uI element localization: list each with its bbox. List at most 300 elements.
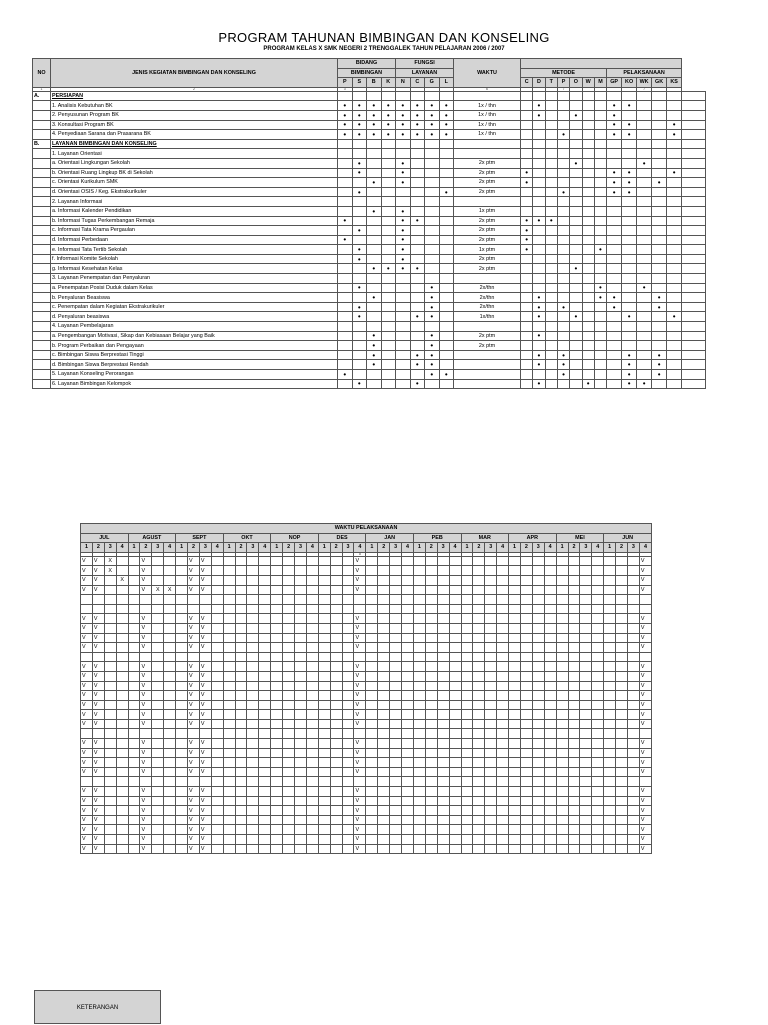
- row-waktu: 2x ptm: [454, 254, 521, 264]
- row-no: [33, 341, 51, 351]
- schedule-cell: [509, 566, 521, 576]
- mark-cell: [352, 206, 367, 216]
- schedule-cell: [413, 806, 425, 816]
- schedule-cell: [176, 835, 188, 845]
- schedule-cell: [378, 777, 390, 787]
- schedule-cell: [223, 748, 235, 758]
- schedule-cell: V: [199, 787, 211, 797]
- schedule-cell: [604, 748, 616, 758]
- schedule-cell: [604, 623, 616, 633]
- schedule-cell: [223, 815, 235, 825]
- schedule-cell: [568, 835, 580, 845]
- schedule-cell: [604, 815, 616, 825]
- mark-cell: •: [594, 245, 606, 255]
- schedule-cell: [104, 844, 116, 854]
- schedule-cell: [639, 595, 651, 605]
- schedule-cell: [616, 739, 628, 749]
- schedule-cell: [627, 806, 639, 816]
- week-header: 4: [402, 543, 414, 553]
- mark-cell: [607, 264, 622, 274]
- schedule-cell: [627, 691, 639, 701]
- schedule-cell: [461, 652, 473, 662]
- row-label: c. Orientasi Kurikulum SMK: [51, 178, 338, 188]
- mark-cell: [533, 187, 545, 197]
- schedule-cell: [461, 575, 473, 585]
- schedule-cell: [128, 767, 140, 777]
- schedule-cell: [544, 767, 556, 777]
- mark-cell: •: [521, 245, 533, 255]
- schedule-cell: [568, 691, 580, 701]
- schedule-cell: [556, 671, 568, 681]
- schedule-cell: [306, 691, 318, 701]
- mark-cell: [425, 379, 440, 389]
- schedule-cell: [306, 671, 318, 681]
- schedule-cell: [342, 758, 354, 768]
- schedule-cell: [544, 787, 556, 797]
- schedule-cell: [413, 662, 425, 672]
- schedule-row: [81, 623, 652, 633]
- schedule-cell: [247, 691, 259, 701]
- schedule-cell: [116, 796, 128, 806]
- schedule-table: [80, 523, 652, 854]
- mark-cell: [667, 101, 682, 111]
- schedule-cell: [449, 777, 461, 787]
- schedule-cell: [580, 614, 592, 624]
- mark-cell: [682, 235, 706, 245]
- schedule-cell: [235, 806, 247, 816]
- keterangan-box: KETERANGAN: [34, 990, 161, 1024]
- mark-cell: [637, 293, 652, 303]
- week-header: 4: [497, 543, 509, 553]
- schedule-cell: [128, 729, 140, 739]
- mark-cell: [425, 206, 440, 216]
- schedule-cell: V: [81, 748, 93, 758]
- schedule-cell: [604, 662, 616, 672]
- schedule-cell: [544, 681, 556, 691]
- schedule-cell: [592, 729, 604, 739]
- schedule-cell: [295, 758, 307, 768]
- mark-cell: [533, 206, 545, 216]
- mark-cell: [545, 331, 557, 341]
- schedule-cell: [116, 806, 128, 816]
- schedule-cell: [116, 585, 128, 595]
- schedule-cell: [116, 777, 128, 787]
- schedule-cell: [330, 595, 342, 605]
- schedule-cell: [425, 633, 437, 643]
- mark-cell: [381, 302, 396, 312]
- schedule-cell: [497, 748, 509, 758]
- mark-cell: [521, 283, 533, 293]
- schedule-cell: [461, 844, 473, 854]
- mark-cell: [352, 331, 367, 341]
- schedule-cell: [580, 643, 592, 653]
- schedule-cell: [568, 662, 580, 672]
- schedule-cell: [592, 758, 604, 768]
- schedule-cell: [425, 671, 437, 681]
- schedule-cell: V: [81, 710, 93, 720]
- schedule-cell: [449, 652, 461, 662]
- schedule-cell: [473, 739, 485, 749]
- row-no: [33, 350, 51, 360]
- mark-cell: [396, 187, 411, 197]
- schedule-cell: V: [188, 825, 200, 835]
- mark-cell: [545, 379, 557, 389]
- schedule-cell: [402, 796, 414, 806]
- schedule-cell: [461, 758, 473, 768]
- mark-cell: [557, 197, 569, 207]
- schedule-cell: [425, 604, 437, 614]
- schedule-cell: V: [92, 691, 104, 701]
- schedule-cell: [568, 575, 580, 585]
- mark-cell: [622, 235, 637, 245]
- mark-cell: •: [352, 168, 367, 178]
- mark-cell: [570, 360, 582, 370]
- mark-cell: •: [352, 110, 367, 120]
- schedule-cell: [235, 585, 247, 595]
- schedule-cell: [425, 835, 437, 845]
- schedule-cell: [247, 739, 259, 749]
- schedule-cell: [330, 767, 342, 777]
- schedule-cell: [580, 710, 592, 720]
- mark-cell: •: [338, 110, 353, 120]
- program-row: [33, 379, 706, 389]
- row-label: a. Informasi Kalender Pendidikan: [51, 206, 338, 216]
- schedule-cell: [461, 739, 473, 749]
- schedule-cell: [509, 835, 521, 845]
- mark-cell: [533, 254, 545, 264]
- schedule-cell: [104, 815, 116, 825]
- mark-cell: [439, 360, 454, 370]
- schedule-cell: [378, 825, 390, 835]
- schedule-cell: [532, 835, 544, 845]
- program-row: [33, 302, 706, 312]
- schedule-cell: [402, 691, 414, 701]
- program-row: [33, 168, 706, 178]
- schedule-cell: [485, 614, 497, 624]
- schedule-cell: [164, 575, 176, 585]
- schedule-cell: [164, 758, 176, 768]
- schedule-cell: [378, 585, 390, 595]
- mark-cell: [607, 312, 622, 322]
- schedule-cell: [461, 604, 473, 614]
- schedule-cell: [568, 633, 580, 643]
- mark-cell: [682, 322, 706, 332]
- schedule-cell: [437, 566, 449, 576]
- schedule-cell: [604, 758, 616, 768]
- schedule-cell: V: [140, 719, 152, 729]
- program-row: [33, 130, 706, 140]
- schedule-cell: [306, 729, 318, 739]
- schedule-cell: [211, 566, 223, 576]
- schedule-cell: [402, 729, 414, 739]
- schedule-cell: [437, 614, 449, 624]
- mark-cell: [667, 91, 682, 101]
- schedule-cell: [556, 825, 568, 835]
- mark-cell: •: [425, 331, 440, 341]
- schedule-cell: [520, 739, 532, 749]
- schedule-cell: [556, 623, 568, 633]
- schedule-cell: [485, 815, 497, 825]
- schedule-cell: [211, 652, 223, 662]
- mark-cell: [594, 206, 606, 216]
- schedule-cell: [568, 681, 580, 691]
- mark-cell: [410, 187, 425, 197]
- schedule-cell: [592, 662, 604, 672]
- schedule-cell: [568, 671, 580, 681]
- mark-cell: [637, 264, 652, 274]
- mark-cell: [545, 370, 557, 380]
- schedule-cell: [425, 595, 437, 605]
- schedule-cell: [592, 652, 604, 662]
- schedule-cell: [437, 633, 449, 643]
- schedule-cell: [449, 595, 461, 605]
- schedule-cell: [437, 710, 449, 720]
- schedule-cell: [378, 662, 390, 672]
- schedule-cell: [532, 719, 544, 729]
- schedule-cell: [223, 614, 235, 624]
- mark-cell: [607, 226, 622, 236]
- schedule-cell: [235, 739, 247, 749]
- schedule-cell: [354, 652, 366, 662]
- schedule-cell: [461, 710, 473, 720]
- mark-cell: •: [622, 120, 637, 130]
- schedule-cell: [556, 796, 568, 806]
- mark-cell: [338, 168, 353, 178]
- mark-cell: [594, 235, 606, 245]
- schedule-cell: [176, 739, 188, 749]
- schedule-cell: [318, 595, 330, 605]
- schedule-cell: [128, 652, 140, 662]
- mark-cell: [652, 245, 667, 255]
- schedule-cell: V: [188, 662, 200, 672]
- schedule-cell: [402, 643, 414, 653]
- schedule-cell: [485, 681, 497, 691]
- row-no: [33, 158, 51, 168]
- schedule-cell: [425, 556, 437, 566]
- schedule-cell: [378, 671, 390, 681]
- mark-cell: •: [570, 312, 582, 322]
- mark-cell: [557, 322, 569, 332]
- schedule-cell: [342, 623, 354, 633]
- mark-cell: [582, 91, 594, 101]
- row-waktu: 2x ptm: [454, 168, 521, 178]
- mark-cell: [545, 101, 557, 111]
- mark-cell: [607, 274, 622, 284]
- schedule-cell: [128, 662, 140, 672]
- mark-cell: [667, 158, 682, 168]
- mark-cell: •: [607, 110, 622, 120]
- schedule-cell: [580, 739, 592, 749]
- mark-cell: [570, 341, 582, 351]
- bidang-col-2: B: [367, 78, 382, 88]
- schedule-cell: [259, 758, 271, 768]
- schedule-cell: [295, 815, 307, 825]
- schedule-cell: [627, 556, 639, 566]
- schedule-cell: [520, 604, 532, 614]
- schedule-cell: [378, 748, 390, 758]
- mark-cell: [652, 331, 667, 341]
- mark-cell: •: [607, 168, 622, 178]
- schedule-cell: [437, 691, 449, 701]
- schedule-cell: [306, 604, 318, 614]
- schedule-cell: [366, 815, 378, 825]
- schedule-cell: [330, 739, 342, 749]
- program-row: [33, 245, 706, 255]
- schedule-cell: [520, 835, 532, 845]
- mark-cell: [637, 370, 652, 380]
- mark-cell: [667, 149, 682, 159]
- mark-cell: [381, 91, 396, 101]
- week-header: 1: [318, 543, 330, 553]
- mark-cell: [607, 331, 622, 341]
- schedule-cell: [188, 652, 200, 662]
- bidang-header: BIDANG: [338, 59, 396, 69]
- schedule-cell: [330, 796, 342, 806]
- schedule-cell: [402, 835, 414, 845]
- schedule-cell: [509, 633, 521, 643]
- schedule-cell: [295, 556, 307, 566]
- mark-cell: [582, 350, 594, 360]
- schedule-cell: [402, 633, 414, 643]
- schedule-cell: [223, 844, 235, 854]
- schedule-cell: [425, 681, 437, 691]
- mark-cell: •: [570, 158, 582, 168]
- row-no: [33, 274, 51, 284]
- mark-cell: [410, 245, 425, 255]
- mark-cell: •: [607, 130, 622, 140]
- schedule-cell: [164, 815, 176, 825]
- schedule-cell: [366, 556, 378, 566]
- schedule-cell: [497, 825, 509, 835]
- mark-cell: [622, 216, 637, 226]
- schedule-cell: [259, 681, 271, 691]
- schedule-cell: [211, 739, 223, 749]
- schedule-cell: [152, 844, 164, 854]
- schedule-cell: [473, 710, 485, 720]
- mark-cell: [667, 370, 682, 380]
- mark-cell: [338, 206, 353, 216]
- schedule-cell: V: [188, 633, 200, 643]
- mark-cell: •: [439, 120, 454, 130]
- schedule-cell: [318, 748, 330, 758]
- schedule-cell: [306, 652, 318, 662]
- schedule-cell: [306, 710, 318, 720]
- row-no: [33, 187, 51, 197]
- schedule-cell: [556, 844, 568, 854]
- schedule-cell: [176, 556, 188, 566]
- schedule-cell: [520, 671, 532, 681]
- schedule-cell: [342, 748, 354, 758]
- schedule-cell: V: [140, 662, 152, 672]
- mark-cell: •: [367, 130, 382, 140]
- schedule-cell: [580, 623, 592, 633]
- schedule-cell: [318, 681, 330, 691]
- schedule-cell: [461, 825, 473, 835]
- mark-cell: [425, 197, 440, 207]
- mark-cell: [637, 331, 652, 341]
- schedule-cell: [176, 844, 188, 854]
- schedule-cell: [318, 767, 330, 777]
- schedule-cell: [485, 825, 497, 835]
- mark-cell: [338, 226, 353, 236]
- schedule-cell: [247, 767, 259, 777]
- schedule-cell: [128, 614, 140, 624]
- mark-cell: [637, 91, 652, 101]
- schedule-cell: [164, 710, 176, 720]
- schedule-cell: [176, 575, 188, 585]
- schedule-cell: [247, 748, 259, 758]
- schedule-cell: [413, 623, 425, 633]
- schedule-cell: V: [639, 787, 651, 797]
- row-label: d. Penyaluran beasiswa: [51, 312, 338, 322]
- schedule-cell: [116, 623, 128, 633]
- mark-cell: [594, 149, 606, 159]
- mark-cell: [570, 235, 582, 245]
- schedule-cell: [164, 652, 176, 662]
- week-header: 1: [509, 543, 521, 553]
- schedule-cell: [390, 643, 402, 653]
- mark-cell: [545, 341, 557, 351]
- schedule-cell: [223, 796, 235, 806]
- schedule-cell: V: [354, 633, 366, 643]
- schedule-cell: [306, 806, 318, 816]
- schedule-cell: V: [92, 700, 104, 710]
- schedule-cell: [520, 729, 532, 739]
- schedule-cell: [520, 777, 532, 787]
- mark-cell: •: [533, 350, 545, 360]
- schedule-cell: [520, 700, 532, 710]
- schedule-cell: [592, 777, 604, 787]
- schedule-cell: [461, 767, 473, 777]
- schedule-cell: [283, 614, 295, 624]
- schedule-cell: [544, 777, 556, 787]
- schedule-cell: [497, 844, 509, 854]
- mark-cell: [682, 178, 706, 188]
- schedule-cell: V: [81, 815, 93, 825]
- mark-cell: [582, 254, 594, 264]
- schedule-cell: [211, 758, 223, 768]
- schedule-cell: [461, 595, 473, 605]
- schedule-cell: [473, 806, 485, 816]
- schedule-cell: [627, 719, 639, 729]
- schedule-cell: [342, 835, 354, 845]
- schedule-cell: [235, 633, 247, 643]
- mark-cell: [557, 168, 569, 178]
- mark-cell: [352, 264, 367, 274]
- schedule-cell: [104, 787, 116, 797]
- mark-cell: [338, 283, 353, 293]
- week-header: 2: [520, 543, 532, 553]
- schedule-cell: [211, 806, 223, 816]
- schedule-cell: [473, 777, 485, 787]
- mark-cell: [637, 168, 652, 178]
- schedule-row: [81, 739, 652, 749]
- schedule-cell: [473, 671, 485, 681]
- row-waktu: 1x / thn: [454, 130, 521, 140]
- schedule-cell: [616, 575, 628, 585]
- row-label: 1. Layanan Orientasi: [51, 149, 338, 159]
- schedule-cell: [211, 835, 223, 845]
- schedule-cell: V: [188, 739, 200, 749]
- row-label: PERSIAPAN: [51, 91, 338, 101]
- schedule-cell: [283, 719, 295, 729]
- schedule-cell: V: [140, 796, 152, 806]
- mark-cell: [557, 341, 569, 351]
- metode-col-6: M: [594, 78, 606, 88]
- schedule-cell: V: [140, 633, 152, 643]
- mark-cell: [582, 293, 594, 303]
- mark-cell: •: [352, 120, 367, 130]
